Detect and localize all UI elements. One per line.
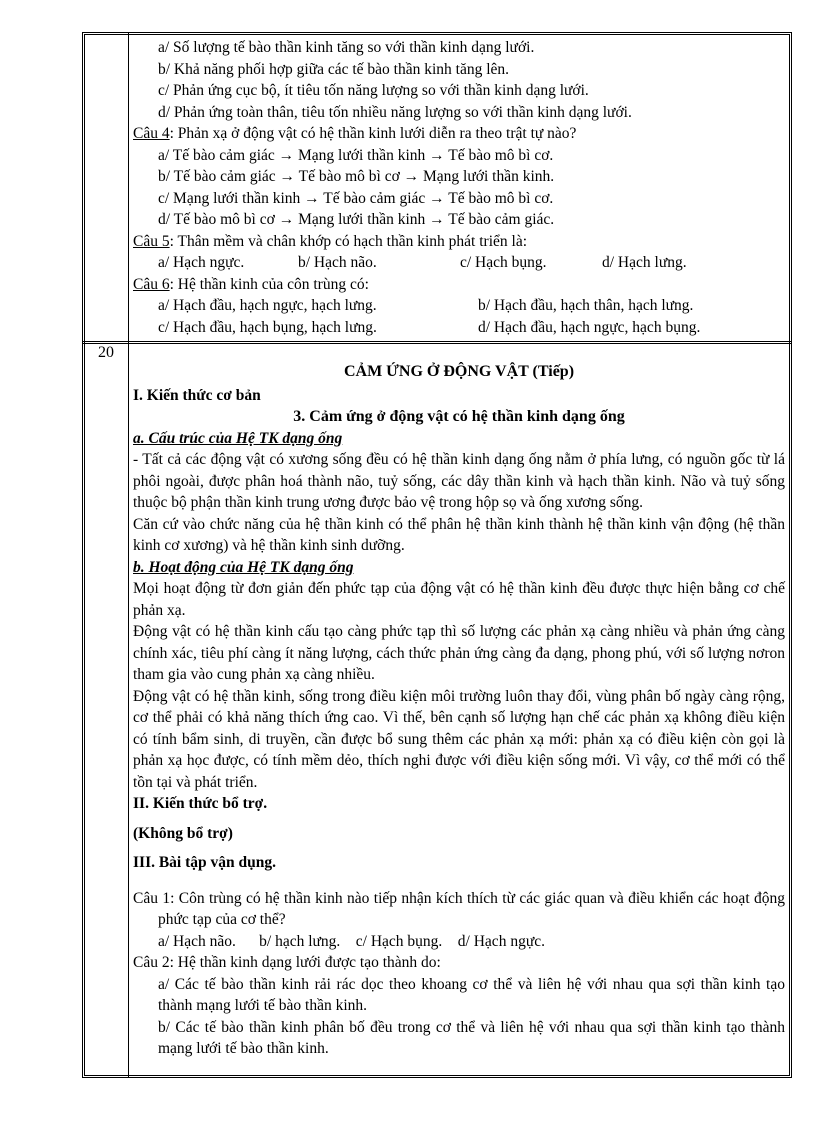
q6-options-row2 [133,317,785,339]
exercise-1: Câu 1: Côn trùng có hệ thần kinh nào tiếp nhận kích thích từ các giác quan và điều khiển các hoạt động phức tạp của cơ thể? [133,889,785,928]
q3-option-d: d/ Phản ứng toàn thân, tiêu tốn nhiều năng lượng so với thần kinh dạng lưới. [158,103,632,121]
q6-text: : Hệ thần kinh của côn trùng có: [169,275,369,293]
section-basic-knowledge: I. Kiến thức cơ bản [133,386,261,404]
q6-label: Câu 6 [133,275,170,293]
q6-options-row1 [133,295,785,317]
row-divider [82,341,792,344]
no-supplement-note: (Không bổ trợ) [133,824,233,842]
heading-structure: a. Cấu trúc của Hệ TK dạng ống [133,429,343,447]
exercise-2: Câu 2: Hệ thần kinh dạng lưới được tạo thành do: [133,954,441,971]
previous-lesson-content [133,37,785,338]
q6-option-d: d/ Hạch đầu, hạch ngực, hạch bụng. [478,318,701,336]
q5-option-a: a/ Hạch ngực. [158,254,245,271]
q5-option-d: d/ Hạch lưng. [602,254,687,271]
q3-option-c: c/ Phản ứng cục bộ, ít tiêu tốn năng lượng so với thần kinh dạng lưới. [158,82,589,99]
q3-option-b: b/ Khả năng phối hợp giữa các tế bào thần kinh tăng lên. [158,60,510,78]
lesson-subtitle: 3. Cảm ứng ở động vật có hệ thần kinh dạng ống [293,408,625,425]
exercise-2-option-a: a/ Các tế bào thần kinh rải rác dọc theo khoang cơ thể và liên hệ với nhau qua sợi thần kinh tạo thành mạng lưới tế bào thần kinh. [158,975,785,1014]
paragraph-activity-3: Động vật có hệ thần kinh, sống trong điều kiện môi trường luôn thay đổi, vùng phân bố ngày càng rộng, cơ thể phải có khả năng thích ứng cao. Vì thế, bên cạnh số lượng hạn chế các phản xạ không điều kiện có tính bẩm sinh, di truyền, cần được bổ sung thêm các phản xạ mới: phản xạ có điều kiện còn gọi là phản xạ học được, có tính mềm dẻo, thích nghi được với điều kiện sống mới. Vì vậy, cơ thể mới có thể tồn tại và phát triển. [133,687,785,791]
lesson-number: 20 [98,344,114,361]
q3-option-a: a/ Số lượng tế bào thần kinh tăng so với thần kinh dạng lưới. [158,39,535,56]
q5-option-b: b/ Hạch não. [298,254,377,271]
q6-option-c: c/ Hạch đầu, hạch bụng, hạch lưng. [158,318,377,336]
q4-option-b: b/ Tế bào cảm giác → Tế bào mô bì cơ → Mạng lưới thần kinh. [158,168,555,185]
q4-option-a: a/ Tế bào cảm giác → Mạng lưới thần kinh → Tế bào mô bì cơ. [158,146,554,164]
question-6 [133,274,785,296]
q4-text: : Phản xạ ở động vật có hệ thần kinh lưới diễn ra theo trật tự nào? [169,125,577,142]
heading-activity: b. Hoạt động của Hệ TK dạng ống [133,558,354,576]
paragraph-activity-1: Mọi hoạt động từ đơn giản đến phức tạp của động vật có hệ thần kinh đều được thực hiện bằng cơ chế phản xạ. [133,580,785,619]
paragraph-activity-2: Động vật có hệ thần kinh cấu tạo càng phức tạp thì số lượng các phản xạ càng nhiều và phản ứng càng chính xác, tiêu phí càng ít năng lượng, cách thức phản ứng càng đa dạng, phong phú, với số lượng nơron tham gia vào cung phản xạ càng nhiều. [133,623,785,683]
q6-option-b: b/ Hạch đầu, hạch thân, hạch lưng. [478,297,694,314]
q4-option-c: c/ Mạng lưới thần kinh → Tế bào cảm giác → Tế bào mô bì cơ. [158,189,554,207]
question-5 [133,231,785,253]
section-supplementary: II. Kiến thức bổ trợ. [133,795,268,812]
exercise-2-option-b: b/ Các tế bào thần kinh phân bố đều trong cơ thể và liên hệ với nhau qua sợi thần kinh tạo thành mạng lưới tế bào thần kinh. [158,1018,785,1057]
q5-text: : Thân mềm và chân khớp có hạch thần kinh phát triển là: [169,232,528,250]
exercise-1-options: a/ Hạch não. b/ hạch lưng. c/ Hạch bụng. d/ Hạch ngực. [158,932,545,950]
q4-label: Câu 4 [133,125,170,142]
section-exercises: III. Bài tập vận dụng. [133,854,277,871]
lesson-title: CẢM ỨNG Ở ĐỘNG VẬT (Tiếp) [343,363,575,380]
q4-option-d: d/ Tế bào mô bì cơ → Mạng lưới thần kinh → Tế bào cảm giác. [158,211,555,228]
q5-options [133,252,785,274]
paragraph-structure-2: Căn cứ vào chức năng của hệ thần kinh có thể phân hệ thần kinh thành hệ thần kinh vận động (hệ thần kinh cơ xương) và hệ thần kinh sinh dưỡng. [133,515,785,554]
column-divider [128,32,129,1078]
q6-option-a: a/ Hạch đầu, hạch ngực, hạch lưng. [158,297,377,314]
q5-option-c: c/ Hạch bụng. [460,254,547,271]
q5-label: Câu 5 [133,232,170,250]
question-4 [133,123,785,145]
paragraph-structure-1: - Tất cả các động vật có xương sống đều có hệ thần kinh dạng ống nằm ở phía lưng, có nguồn gốc từ lá phôi ngoài, được phân hoá thành não, tuỷ sống, các dây thần kinh và hạch thần kinh. Não và tuỷ sống thuộc bộ phận thần kinh trung ương được bảo vệ trong hộp sọ và ống xương sống. [133,451,785,511]
lesson-content [133,345,785,1060]
